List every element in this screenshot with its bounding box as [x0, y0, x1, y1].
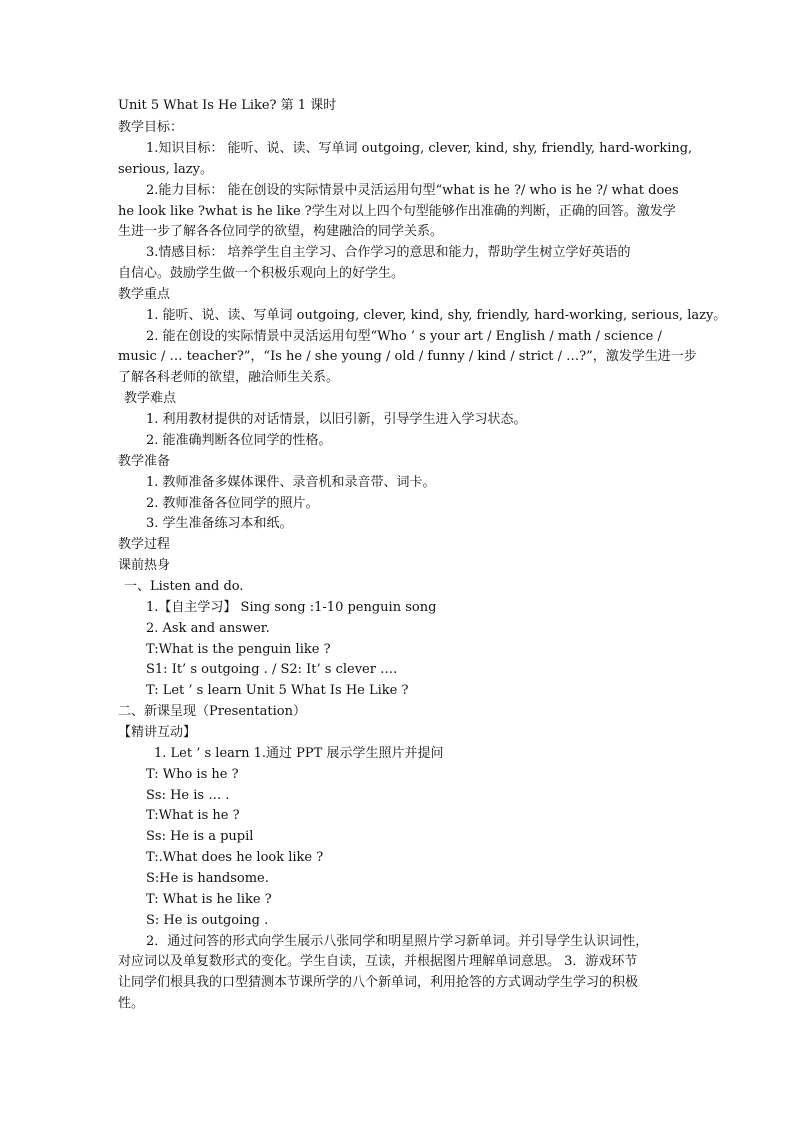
key-point-1: 1. 能听、说、读、写单词 outgoing, clever, kind, shy, friendly, hard-working, serious, lazy。	[146, 308, 727, 323]
para-line-2: 对应词以及单复数形式的变化。学生自读，互读，并根据图片理解单词意思。 3．游戏环节	[118, 954, 638, 969]
part2-line-1: 1. Let ’ s learn 1.通过 PPT 展示学生照片并提问	[154, 746, 444, 761]
part1-line-4: S1: It’ s outgoing . / S2: It’ s clever ….	[146, 662, 398, 677]
part1-line-3: T:What is the penguin like ?	[146, 642, 331, 657]
preparation-2: 2. 教师准备各位同学的照片。	[146, 496, 319, 511]
part2-line-8: T: What is he like ?	[146, 892, 272, 907]
key-points-heading: 教学重点	[118, 287, 171, 302]
part2-line-9: S: He is outgoing .	[146, 913, 269, 928]
part2-line-5: Ss: He is a pupil	[146, 829, 254, 844]
part1-line-2: 2. Ask and answer.	[146, 621, 270, 636]
objective-1-cont: serious, lazy。	[118, 162, 213, 177]
warmup-heading: 课前热身	[118, 558, 171, 573]
key-point-2: 2. 能在创设的实际情景中灵活运用句型“Who ’ s your art / English / math / science /	[146, 329, 662, 344]
objective-3: 3.情感目标： 培养学生自主学习、合作学习的意思和能力，帮助学生树立学好英语的	[146, 245, 631, 260]
objective-1: 1.知识目标： 能听、说、读、写单词 outgoing, clever, kind, shy, friendly, hard-working,	[146, 141, 693, 156]
part2-line-3: Ss: He is … .	[146, 788, 230, 803]
para-line-3: 让同学们根具我的口型猜测本节课所学的八个新单词，利用抢答的方式调动学生学习的积极	[118, 975, 639, 990]
preparation-3: 3. 学生准备练习本和纸。	[146, 516, 293, 531]
difficulties-heading: 教学难点	[124, 391, 177, 406]
key-point-2-cont2: 了解各科老师的欲望，融洽师生关系。	[118, 370, 340, 385]
objective-3-cont: 自信心。鼓励学生做一个积极乐观向上的好学生。	[118, 266, 405, 281]
objective-2: 2.能力目标： 能在创设的实际情景中灵活运用句型“what is he ?/ who is he ?/ what does	[146, 183, 679, 198]
objective-2-cont: he look like ?what is he like ?学生对以上四个句型能够作出准确的判断，正确的回答。激发学	[118, 204, 676, 219]
preparation-heading: 教学准备	[118, 454, 171, 469]
part2-heading: 二、新课呈现（Presentation）	[118, 704, 306, 719]
part2-line-7: S:He is handsome.	[146, 871, 269, 886]
objective-2-cont2: 生进一步了解各各位同学的欲望，构建融洽的同学关系。	[118, 224, 444, 239]
difficulty-1: 1. 利用教材提供的对话情景，以旧引新，引导学生进入学习状态。	[146, 412, 527, 427]
process-heading: 教学过程	[118, 537, 171, 552]
part2-line-2: T: Who is he ?	[146, 767, 239, 782]
doc-title: Unit 5 What Is He Like? 第 1 课时	[118, 98, 337, 113]
para-line-4: 性。	[118, 996, 145, 1011]
part2-line-4: T:What is he ?	[146, 808, 240, 823]
part1-line-1: 1.【自主学习】 Sing song :1-10 penguin song	[146, 600, 437, 615]
difficulty-2: 2. 能准确判断各位同学的性格。	[146, 433, 332, 448]
preparation-1: 1. 教师准备多媒体课件、录音机和录音带、词卡。	[146, 475, 436, 490]
part2-subheading: 【精讲互动】	[118, 725, 197, 740]
objectives-heading: 教学目标：	[118, 120, 184, 135]
part1-heading: 一、Listen and do.	[124, 579, 244, 594]
part2-line-6: T:.What does he look like ?	[146, 850, 324, 865]
key-point-2-cont: music / … teacher?”，“Is he / she young / old / funny / kind / strict / …?”，激发学生进一步	[118, 349, 697, 364]
part1-line-5: T: Let ’ s learn Unit 5 What Is He Like ?	[146, 683, 409, 698]
para-line-1: 2．通过问答的形式向学生展示八张同学和明星照片学习新单词。并引导学生认识词性，	[146, 934, 649, 949]
